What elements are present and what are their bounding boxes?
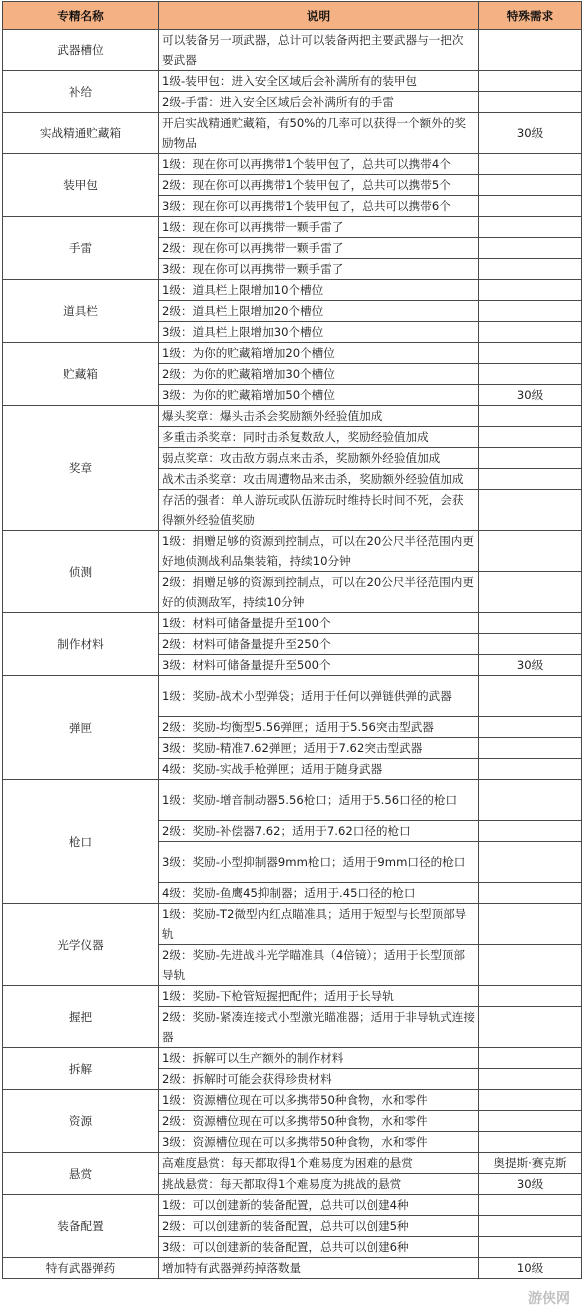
perk-requirement	[479, 738, 582, 759]
perk-requirement	[479, 842, 582, 883]
perk-requirement	[479, 821, 582, 842]
perk-row	[3, 1258, 582, 1279]
perk-requirement: 30级	[479, 113, 582, 154]
perk-description: 3级：为你的贮藏箱增加50个槽位	[159, 385, 479, 406]
perk-row	[3, 613, 582, 634]
perk-requirement	[479, 780, 582, 821]
perk-description: 1级：拆解可以生产额外的制作材料	[159, 1048, 479, 1069]
perk-description: 4级：奖励-鱼鹰45抑制器；适用于.45口径的枪口	[159, 883, 479, 904]
header-name: 专精名称	[3, 2, 159, 30]
perk-description: 1级：捐赠足够的资源到控制点，可以在20公尺半径范围内更好地侦测战利品集装箱，持续10分钟	[159, 531, 479, 572]
perk-description: 1级：道具栏上限增加10个槽位	[159, 280, 479, 301]
perk-description: 3级：材料可储备量提升至500个	[159, 655, 479, 676]
perk-description: 2级-手雷：进入安全区域后会补满所有的手雷	[159, 92, 479, 113]
perk-row	[3, 1195, 582, 1216]
perk-description: 2级：奖励-紧凑连接式小型激光瞄准器；适用于非导轨式连接器	[159, 1007, 479, 1048]
perk-requirement	[479, 759, 582, 780]
perk-description: 2级：捐赠足够的资源到控制点，可以在20公尺半径范围内更好的侦测敌军，持续10分钟	[159, 572, 479, 613]
perk-requirement	[479, 196, 582, 217]
perk-row	[3, 280, 582, 301]
perk-row	[3, 1090, 582, 1111]
perk-name: 装甲包	[3, 154, 159, 217]
perk-name: 手雷	[3, 217, 159, 280]
perk-requirement	[479, 448, 582, 469]
perk-description: 2级：为你的贮藏箱增加30个槽位	[159, 364, 479, 385]
perk-name: 道具栏	[3, 280, 159, 343]
perk-name: 制作材料	[3, 613, 159, 676]
header-desc: 说明	[159, 2, 479, 30]
perk-description: 开启实战精通贮藏箱，有50%的几率可以获得一个额外的奖励物品	[159, 113, 479, 154]
perk-description: 2级：奖励-先进战斗光学瞄准具（4倍镜）；适用于长型顶部导轨	[159, 945, 479, 986]
perk-description: 1级-装甲包：进入安全区域后会补满所有的装甲包	[159, 71, 479, 92]
perk-description: 3级：现在你可以再携带一颗手雷了	[159, 259, 479, 280]
perk-requirement	[479, 1216, 582, 1237]
perk-description: 3级：道具栏上限增加30个槽位	[159, 322, 479, 343]
perk-requirement	[479, 1195, 582, 1216]
perk-requirement: 30级	[479, 655, 582, 676]
perk-requirement	[479, 301, 582, 322]
perk-description: 2级：拆解时可能会获得珍贵材料	[159, 1069, 479, 1090]
perk-requirement	[479, 92, 582, 113]
perk-row	[3, 904, 582, 945]
perk-requirement: 奥提斯·赛克斯	[479, 1153, 582, 1174]
perk-table	[2, 1, 582, 1279]
perk-description: 1级：奖励-下枪管短握把配件；适用于长导轨	[159, 986, 479, 1007]
perk-description: 2级：材料可储备量提升至250个	[159, 634, 479, 655]
perk-description: 3级：奖励-精准7.62弹匣；适用于7.62突击型武器	[159, 738, 479, 759]
perk-requirement	[479, 30, 582, 71]
perk-description: 增加特有武器弹药掉落数量	[159, 1258, 479, 1279]
perk-row	[3, 1153, 582, 1174]
perk-row	[3, 30, 582, 71]
perk-requirement	[479, 945, 582, 986]
perk-description: 2级：资源槽位现在可以多携带50种食物，水和零件	[159, 1111, 479, 1132]
perk-requirement	[479, 490, 582, 531]
perk-table-body	[3, 30, 582, 1279]
perk-name: 枪口	[3, 780, 159, 904]
perk-row	[3, 113, 582, 154]
header-req: 特殊需求	[479, 2, 582, 30]
perk-description: 2级：奖励-均衡型5.56弹匣；适用于5.56突击型武器	[159, 717, 479, 738]
perk-requirement	[479, 469, 582, 490]
perk-requirement	[479, 364, 582, 385]
perk-description: 3级：可以创建新的装备配置，总共可以创建6种	[159, 1237, 479, 1258]
perk-name: 武器槽位	[3, 30, 159, 71]
perk-requirement	[479, 71, 582, 92]
perk-row	[3, 780, 582, 821]
perk-name: 资源	[3, 1090, 159, 1153]
perk-requirement	[479, 1048, 582, 1069]
perk-name: 实战精通贮藏箱	[3, 113, 159, 154]
perk-requirement	[479, 1132, 582, 1153]
perk-description: 2级：可以创建新的装备配置，总共可以创建5种	[159, 1216, 479, 1237]
perk-requirement	[479, 259, 582, 280]
perk-name: 光学仪器	[3, 904, 159, 986]
perk-name: 悬赏	[3, 1153, 159, 1195]
perk-requirement	[479, 343, 582, 364]
perk-requirement: 30级	[479, 385, 582, 406]
perk-requirement	[479, 1069, 582, 1090]
perk-description: 1级：材料可储备量提升至100个	[159, 613, 479, 634]
perk-description: 4级：奖励-实战手枪弹匣；适用于随身武器	[159, 759, 479, 780]
perk-name: 特有武器弹药	[3, 1258, 159, 1279]
perk-requirement	[479, 613, 582, 634]
perk-requirement	[479, 406, 582, 427]
perk-description: 1级：为你的贮藏箱增加20个槽位	[159, 343, 479, 364]
perk-requirement	[479, 572, 582, 613]
perk-name: 侦测	[3, 531, 159, 613]
perk-description: 战术击杀奖章：攻击周遭物品来击杀，奖励额外经验值加成	[159, 469, 479, 490]
perk-requirement	[479, 634, 582, 655]
perk-description: 1级：奖励-战术小型弹袋；适用于任何以弹链供弹的武器	[159, 676, 479, 717]
perk-description: 3级：奖励-小型抑制器9mm枪口；适用于9mm口径的枪口	[159, 842, 479, 883]
perk-requirement	[479, 217, 582, 238]
perk-requirement: 30级	[479, 1174, 582, 1195]
watermark: 游侠网	[528, 1291, 570, 1307]
perk-name: 弹匣	[3, 676, 159, 780]
perk-requirement	[479, 904, 582, 945]
perk-description: 2级：现在你可以再携带1个装甲包了，总共可以携带5个	[159, 175, 479, 196]
perk-row	[3, 406, 582, 427]
perk-requirement	[479, 717, 582, 738]
perk-name: 补给	[3, 71, 159, 113]
perk-requirement	[479, 1237, 582, 1258]
perk-description: 2级：现在你可以再携带一颗手雷了	[159, 238, 479, 259]
perk-description: 1级：奖励-增音制动器5.56枪口；适用于5.56口径的枪口	[159, 780, 479, 821]
header-row	[3, 2, 582, 30]
perk-requirement	[479, 986, 582, 1007]
perk-description: 存活的强者：单人游玩或队伍游玩时维持长时间不死，会获得额外经验值奖励	[159, 490, 479, 531]
perk-description: 1级：现在你可以再携带一颗手雷了	[159, 217, 479, 238]
perk-row	[3, 343, 582, 364]
perk-description: 1级：奖励-T2微型内红点瞄准具；适用于短型与长型顶部导轨	[159, 904, 479, 945]
perk-requirement	[479, 427, 582, 448]
perk-description: 3级：现在你可以再携带1个装甲包了，总共可以携带6个	[159, 196, 479, 217]
perk-row	[3, 154, 582, 175]
perk-row	[3, 1048, 582, 1069]
perk-name: 装备配置	[3, 1195, 159, 1258]
perk-description: 高难度悬赏：每天都取得1个难易度为困难的悬赏	[159, 1153, 479, 1174]
perk-requirement	[479, 322, 582, 343]
perk-row	[3, 676, 582, 717]
perk-description: 2级：奖励-补偿器7.62；适用于7.62口径的枪口	[159, 821, 479, 842]
perk-row	[3, 217, 582, 238]
perk-requirement: 10级	[479, 1258, 582, 1279]
perk-description: 3级：资源槽位现在可以多携带50种食物，水和零件	[159, 1132, 479, 1153]
perk-requirement	[479, 280, 582, 301]
perk-name: 握把	[3, 986, 159, 1048]
perk-requirement	[479, 238, 582, 259]
perk-row	[3, 531, 582, 572]
perk-row	[3, 71, 582, 92]
perk-name: 贮藏箱	[3, 343, 159, 406]
perk-description: 爆头奖章：爆头击杀会奖励额外经验值加成	[159, 406, 479, 427]
perk-requirement	[479, 154, 582, 175]
perk-description: 挑战悬赏：每天都取得1个难易度为挑战的悬赏	[159, 1174, 479, 1195]
perk-description: 1级：资源槽位现在可以多携带50种食物，水和零件	[159, 1090, 479, 1111]
perk-description: 弱点奖章：攻击敌方弱点来击杀，奖励额外经验值加成	[159, 448, 479, 469]
perk-requirement	[479, 676, 582, 717]
perk-requirement	[479, 883, 582, 904]
perk-description: 2级：道具栏上限增加20个槽位	[159, 301, 479, 322]
perk-requirement	[479, 531, 582, 572]
perk-requirement	[479, 175, 582, 196]
perk-name: 奖章	[3, 406, 159, 531]
perk-description: 可以装备另一项武器，总计可以装备两把主要武器与一把次要武器	[159, 30, 479, 71]
perk-description: 1级：现在你可以再携带1个装甲包了，总共可以携带4个	[159, 154, 479, 175]
perk-requirement	[479, 1007, 582, 1048]
perk-description: 多重击杀奖章：同时击杀复数敌人，奖励经验值加成	[159, 427, 479, 448]
perk-requirement	[479, 1090, 582, 1111]
perk-name: 拆解	[3, 1048, 159, 1090]
perk-row	[3, 986, 582, 1007]
perk-requirement	[479, 1111, 582, 1132]
perk-description: 1级：可以创建新的装备配置，总共可以创建4种	[159, 1195, 479, 1216]
